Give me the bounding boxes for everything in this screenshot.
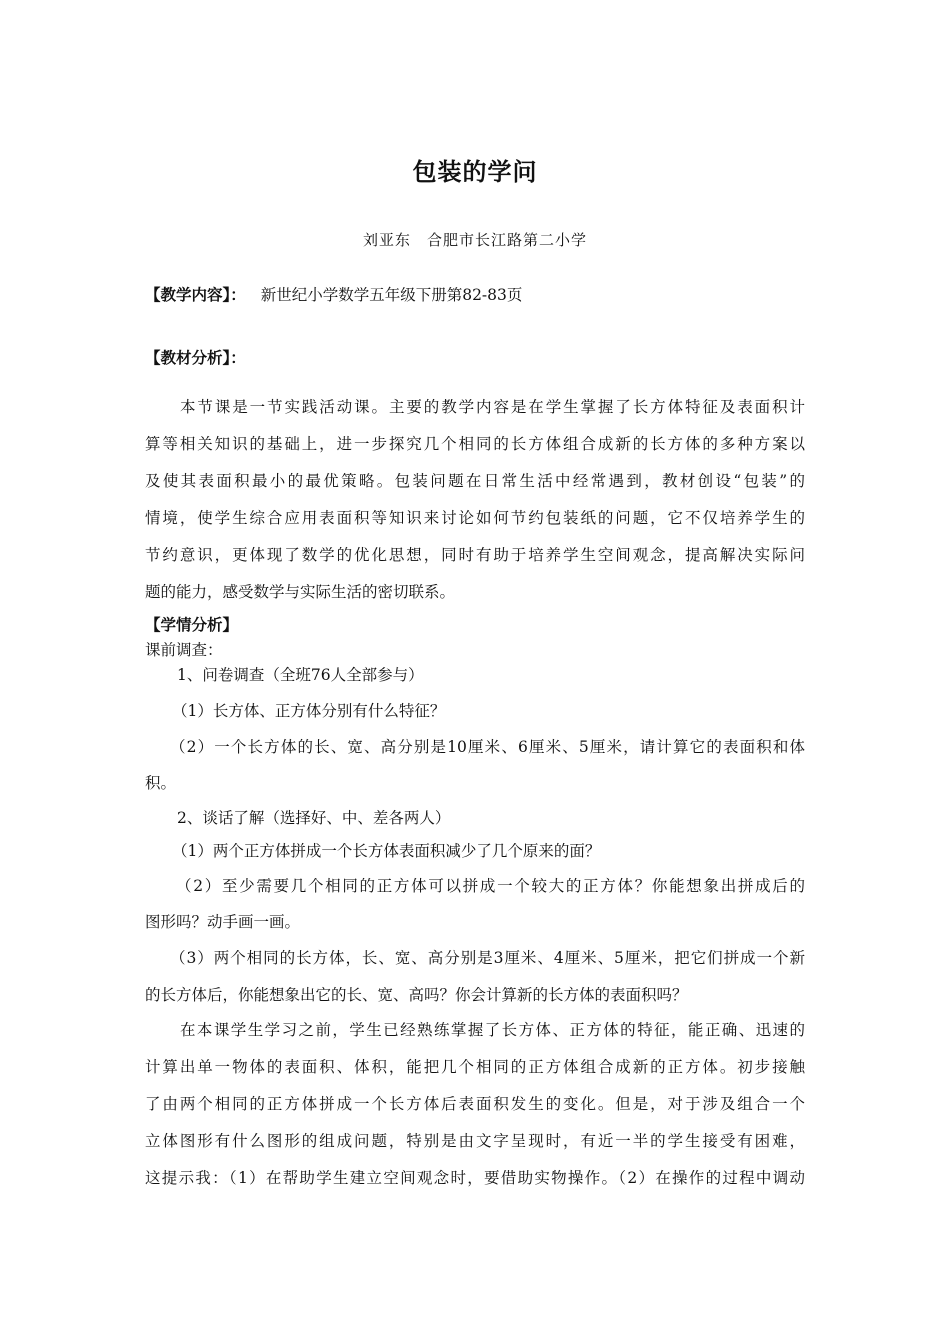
student-analysis-heading: 【学情分析】 [145,615,239,634]
material-analysis-line: 及使其表面积最小的最优策略。包装问题在日常生活中经常遇到，教材创设“包装”的 [145,472,805,490]
interview-question-3-line: 的长方体后，你能想象出它的长、宽、高吗？你会计算新的长方体的表面积吗？ [145,986,688,1004]
question-2-line: （2）一个长方体的长、宽、高分别是10厘米、6厘米、5厘米，请计算它的表面积和体 [170,738,805,756]
summary-line: 在本课学生学习之前，学生已经熟练掌握了长方体、正方体的特征，能正确、迅速的 [180,1021,805,1039]
survey-label: 课前调查： [145,641,223,659]
material-analysis-line: 节约意识，更体现了数学的优化思想，同时有助于培养学生空间观念，提高解决实际问 [145,546,805,564]
summary-line: 立体图形有什么图形的组成问题，特别是由文字呈现时，有近一半的学生接受有困难， [145,1132,805,1150]
material-analysis-line: 题的能力，感受数学与实际生活的密切联系。 [145,583,456,601]
summary-line: 了由两个相同的正方体拼成一个长方体后表面积发生的变化。但是，对于涉及组合一个 [145,1095,805,1113]
question-2-line: 积。 [145,774,177,792]
questionnaire-item: 1、问卷调查（全班76人全部参与） [177,666,424,684]
summary-line: 这提示我：（1）在帮助学生建立空间观念时，要借助实物操作。（2）在操作的过程中调动 [145,1169,805,1187]
interview-item: 2、谈话了解（选择好、中、差各两人） [177,809,451,827]
author-line: 刘亚东 合肥市长江路第二小学 [362,231,587,249]
question-1: （1）长方体、正方体分别有什么特征？ [172,702,446,720]
material-analysis-line: 算等相关知识的基础上，进一步探究几个相同的长方体组合成新的长方体的多种方案以 [145,435,805,453]
teaching-content-row [145,283,522,305]
interview-question-3-line: （3）两个相同的长方体，长、宽、高分别是3厘米、4厘米、5厘米，把它们拼成一个新 [170,949,805,967]
interview-question-2-line: （2）至少需要几个相同的正方体可以拼成一个较大的正方体？你能想象出拼成后的 [176,877,805,895]
teaching-content-value: 新世纪小学数学五年级下册第82-83页 [260,286,523,304]
interview-question-2-line: 图形吗？动手画一画。 [145,913,301,931]
document-title: 包装的学问 [412,158,538,186]
material-analysis-line: 情境，使学生综合应用表面积等知识来讨论如何节约包装纸的问题，它不仅培养学生的 [145,509,805,527]
teaching-content-label: 【教学内容】： [145,285,246,304]
material-analysis-line: 本节课是一节实践活动课。主要的教学内容是在学生掌握了长方体特征及表面积计 [180,398,805,416]
summary-line: 计算出单一物体的表面积、体积，能把几个相同的正方体组合成新的正方体。初步接触 [145,1058,805,1076]
interview-question-1: （1）两个正方体拼成一个长方体表面积减少了几个原来的面？ [172,842,601,860]
material-analysis-heading: 【教材分析】： [145,348,246,367]
